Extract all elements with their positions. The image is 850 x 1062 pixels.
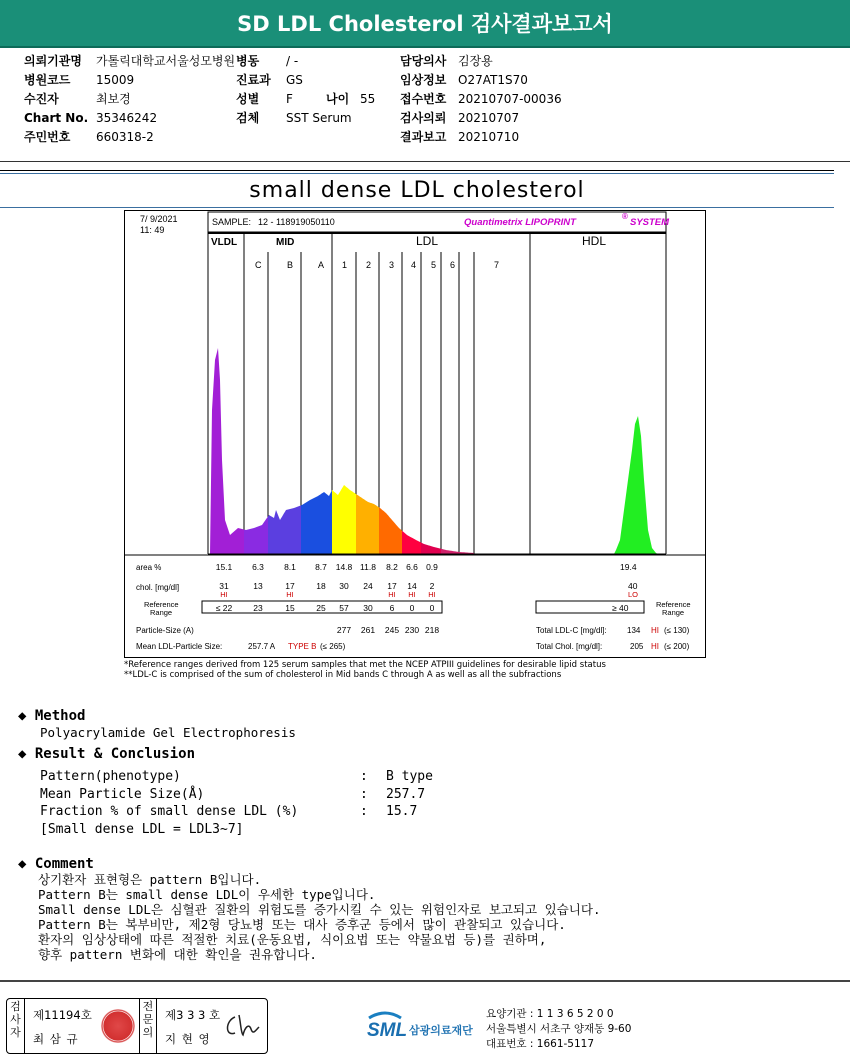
total-chol-value: 205 xyxy=(630,642,644,651)
group-label-vldl: VLDL xyxy=(211,237,238,248)
result-label: Mean Particle Size(Å) xyxy=(40,786,205,802)
footnote-2: **LDL-C is comprised of the sum of cholesterol in Mid bands C through A as well as all the subfractions xyxy=(124,670,562,680)
ref-value: 23 xyxy=(253,603,263,613)
sample-id: 12 - 118919050110 xyxy=(258,217,335,227)
info-label: 의뢰기관명 xyxy=(24,54,82,68)
total-ldl-ref: (≤ 130) xyxy=(664,626,690,635)
info-label: 검사의뢰 xyxy=(400,111,447,125)
total-chol-ref: (≤ 200) xyxy=(664,642,690,651)
result-colon: : xyxy=(360,769,368,784)
divider xyxy=(0,161,850,162)
info-column-mid xyxy=(236,52,375,128)
result-note: [Small dense LDL = LDL3~7] xyxy=(40,821,244,837)
method-text: Polyacrylamide Gel Electrophoresis xyxy=(40,725,296,740)
info-row xyxy=(236,109,375,128)
section-title: small dense LDL cholesterol xyxy=(0,176,834,208)
subband-label: 5 xyxy=(431,260,437,270)
area-value: 8.2 xyxy=(386,562,398,572)
org-logo xyxy=(367,1008,483,1046)
info-row xyxy=(24,90,235,109)
org-address xyxy=(486,1007,631,1052)
comment-line: 상기환자 표현형은 pattern B입니다. xyxy=(38,872,262,887)
info-value: GS xyxy=(286,73,303,87)
lipoprint-chart xyxy=(124,210,706,658)
examiner-label: 검사자 xyxy=(7,999,25,1053)
area-value: 8.7 xyxy=(315,562,327,572)
info-row xyxy=(236,90,375,109)
particle-size-value: 245 xyxy=(384,625,400,635)
hdl-chol: 40 xyxy=(628,581,638,591)
comment-line: Pattern B는 복부비만, 제2형 당뇨병 또는 대사 증후군 등에서 많이 관찰되고 있습니다. xyxy=(38,917,566,932)
diamond-icon: ◆ xyxy=(18,746,35,762)
info-row xyxy=(24,109,235,128)
ref-value: 15 xyxy=(285,603,295,613)
info-label: 나이 xyxy=(326,92,350,106)
comment-line: Pattern B는 small dense LDL이 우세한 type입니다. xyxy=(38,887,376,902)
ref-value: 0 xyxy=(429,603,435,613)
diamond-icon: ◆ xyxy=(18,856,35,872)
footnotes xyxy=(124,660,606,680)
total-chol-flag: HI xyxy=(651,642,659,651)
method-section xyxy=(18,708,296,742)
subband-label: B xyxy=(287,260,294,270)
org-phone: 대표번호 : 1661-5117 xyxy=(486,1038,595,1050)
info-row xyxy=(400,90,562,109)
particle-size-label: Particle-Size (A) xyxy=(136,626,194,635)
group-label-ldl: LDL xyxy=(416,234,439,248)
chol-value: 31 xyxy=(219,581,229,591)
info-label: Chart No. xyxy=(24,111,89,125)
chol-flag: HI xyxy=(220,590,228,599)
result-row xyxy=(40,768,433,786)
method-heading xyxy=(18,708,296,724)
info-value: 20210710 xyxy=(458,130,520,144)
subband-label: 3 xyxy=(389,260,395,270)
comment-heading xyxy=(18,856,600,872)
info-label: 결과보고 xyxy=(400,130,447,144)
chol-flag: HI xyxy=(428,590,436,599)
sample-label: SAMPLE: xyxy=(212,217,252,227)
subband-label: A xyxy=(318,260,325,270)
hdl-ref: ≥ 40 xyxy=(612,603,629,613)
org-code: 요양기관 : 1 1 3 6 5 2 0 0 xyxy=(486,1008,614,1020)
info-value: 55 xyxy=(360,92,376,106)
info-value: 최보경 xyxy=(96,92,131,106)
subband-label: 6 xyxy=(450,260,456,270)
ref-value: 0 xyxy=(409,603,415,613)
ref-label-line2: Range xyxy=(150,608,173,617)
result-value: 257.7 xyxy=(386,786,426,802)
subband-label: 7 xyxy=(494,260,500,270)
chart-time: 11: 49 xyxy=(140,225,165,235)
chol-label: chol. [mg/dl] xyxy=(136,583,180,592)
info-label: 담당의사 xyxy=(400,54,447,68)
info-value: 660318-2 xyxy=(96,130,154,144)
chol-flag: HI xyxy=(388,590,396,599)
total-chol-label: Total Chol. [mg/dl]: xyxy=(536,642,603,651)
ref-value: 57 xyxy=(339,603,349,613)
subband-label: C xyxy=(255,260,262,270)
result-value: 15.7 xyxy=(386,804,418,819)
result-value: B type xyxy=(386,769,433,784)
info-value: 15009 xyxy=(96,73,135,87)
info-value: 김장용 xyxy=(458,54,493,68)
diamond-icon: ◆ xyxy=(18,708,35,724)
info-label: 수진자 xyxy=(24,92,59,106)
chol-value: 13 xyxy=(253,581,263,591)
subband-label: 1 xyxy=(342,260,348,270)
hdl-flag-text: LO xyxy=(628,590,639,599)
particle-size-value: 218 xyxy=(424,625,440,635)
info-value: O27AT1S70 xyxy=(458,73,528,87)
info-value: 20210707 xyxy=(458,111,520,125)
org-name: 삼광의료재단 xyxy=(409,1024,473,1037)
doctor-license: 제3 3 3 호 xyxy=(165,1008,221,1022)
ref-label-line1: Reference xyxy=(144,600,179,609)
doctor-name: 지 현 영 xyxy=(165,1032,211,1046)
result-colon: : xyxy=(360,804,368,819)
seal-icon xyxy=(101,1009,135,1043)
info-row xyxy=(400,128,562,147)
area-value: 6.3 xyxy=(252,562,264,572)
signature-icon xyxy=(221,1011,261,1041)
examiner-license: 제11194호 xyxy=(33,1008,92,1022)
info-row xyxy=(236,71,375,90)
info-row xyxy=(400,52,562,71)
result-section xyxy=(18,746,433,838)
info-label: 성별 xyxy=(236,92,260,106)
ref-value: 25 xyxy=(316,603,326,613)
chol-value: 2 xyxy=(429,581,435,591)
subband-label: 2 xyxy=(366,260,372,270)
trace-segment xyxy=(332,485,356,554)
mean-size-value: 257.7 A xyxy=(248,642,276,651)
info-row xyxy=(400,109,562,128)
area-value: 6.6 xyxy=(406,562,418,572)
sml-logo-icon xyxy=(367,1008,483,1042)
chol-flag: HI xyxy=(408,590,416,599)
info-row xyxy=(24,52,235,71)
info-row xyxy=(236,52,375,71)
comment-line: 환자의 임상상태에 따른 적절한 치료(운동요법, 식이요법 또는 약물요법 등)를 권하며, xyxy=(38,932,547,947)
result-table xyxy=(18,768,433,838)
report-title: SD LDL Cholesterol 검사결과보고서 xyxy=(0,0,850,48)
info-label: 임상정보 xyxy=(400,73,447,87)
chol-value: 17 xyxy=(387,581,397,591)
signature-box xyxy=(6,998,268,1054)
comment-body xyxy=(18,872,600,962)
ref-label-right-1: Reference xyxy=(656,600,691,609)
info-value: F xyxy=(286,92,293,106)
area-label: area % xyxy=(136,563,162,572)
footer xyxy=(0,980,850,1062)
ref-label-right-2: Range xyxy=(662,608,685,617)
chol-value: 24 xyxy=(363,581,373,591)
area-value: 11.8 xyxy=(360,562,376,572)
group-label-hdl: HDL xyxy=(582,234,607,248)
ref-value: 30 xyxy=(363,603,373,613)
result-label: Pattern(phenotype) xyxy=(40,769,181,784)
info-label: 진료과 xyxy=(236,73,271,87)
result-heading xyxy=(18,746,433,762)
info-value: 20210707-00036 xyxy=(458,92,562,106)
chol-value: 18 xyxy=(316,581,326,591)
area-value: 8.1 xyxy=(284,562,296,572)
doctor-label: 전문의 xyxy=(139,999,157,1053)
info-value: / - xyxy=(286,54,299,68)
org-street: 서울특별시 서초구 양재동 9-60 xyxy=(486,1023,632,1035)
info-column-right xyxy=(400,52,562,147)
total-ldl-flag: HI xyxy=(651,626,659,635)
result-heading-text: Result & Conclusion xyxy=(34,746,196,762)
footnote-1: *Reference ranges derived from 125 serum samples that met the NCEP ATPIII guidelines for desirable lipid status xyxy=(124,660,606,670)
info-label: 병동 xyxy=(236,54,260,68)
info-row xyxy=(24,71,235,90)
ref-value: ≤ 22 xyxy=(215,603,233,613)
info-label: 병원코드 xyxy=(24,73,71,87)
info-row xyxy=(400,71,562,90)
chart-date: 7/ 9/2021 xyxy=(140,214,178,224)
info-value: SST Serum xyxy=(286,111,352,125)
subband-label: 4 xyxy=(411,260,417,270)
hdl-area: 19.4 xyxy=(620,562,637,572)
divider-band xyxy=(0,170,834,174)
chol-value: 30 xyxy=(339,581,349,591)
chol-flag: HI xyxy=(286,590,294,599)
brand-name: Quantimetrix LIPOPRINT xyxy=(464,217,576,228)
result-label: Fraction % of small dense LDL (%) xyxy=(40,804,299,819)
comment-section xyxy=(18,856,600,962)
result-colon: : xyxy=(360,786,368,802)
info-label: 주민번호 xyxy=(24,130,71,144)
area-value: 15.1 xyxy=(215,562,233,572)
brand-registered: ® xyxy=(622,212,628,221)
chol-value: 17 xyxy=(285,581,295,591)
info-row xyxy=(24,128,235,147)
mean-size-label: Mean LDL-Particle Size: xyxy=(136,642,223,651)
particle-size-value: 261 xyxy=(360,625,376,635)
ref-value: 6 xyxy=(389,603,395,613)
comment-heading-text: Comment xyxy=(34,856,94,872)
particle-size-value: 230 xyxy=(404,625,420,635)
total-ldl-value: 134 xyxy=(627,626,641,635)
chol-value: 14 xyxy=(407,581,417,591)
mean-size-type: TYPE B xyxy=(288,642,317,651)
comment-line: 향후 pattern 변화에 대한 확인을 권유합니다. xyxy=(38,947,317,962)
particle-size-value: 277 xyxy=(336,625,352,635)
info-value: 가톨릭대학교서울성모병원 xyxy=(96,54,236,68)
info-value: 35346242 xyxy=(96,111,158,125)
result-row xyxy=(40,803,433,821)
info-column-left xyxy=(24,52,235,147)
area-value: 14.8 xyxy=(335,562,353,572)
comment-line: Small dense LDL은 심혈관 질환의 위험도를 증가시킬 수 있는 위험인자로 보고되고 있습니다. xyxy=(38,902,601,917)
area-value: 0.9 xyxy=(426,562,438,572)
brand-suffix: SYSTEM xyxy=(630,217,670,228)
examiner-name: 최 삼 규 xyxy=(33,1032,79,1046)
method-heading-text: Method xyxy=(34,708,86,724)
info-label: 검체 xyxy=(236,111,260,125)
group-label-mid: MID xyxy=(276,237,295,248)
total-ldl-label: Total LDL-C [mg/dl]: xyxy=(536,626,607,635)
result-row xyxy=(40,786,433,804)
mean-size-ref: (≤ 265) xyxy=(320,642,346,651)
info-label: 접수번호 xyxy=(400,92,447,106)
logo-text: SML xyxy=(367,1020,408,1041)
